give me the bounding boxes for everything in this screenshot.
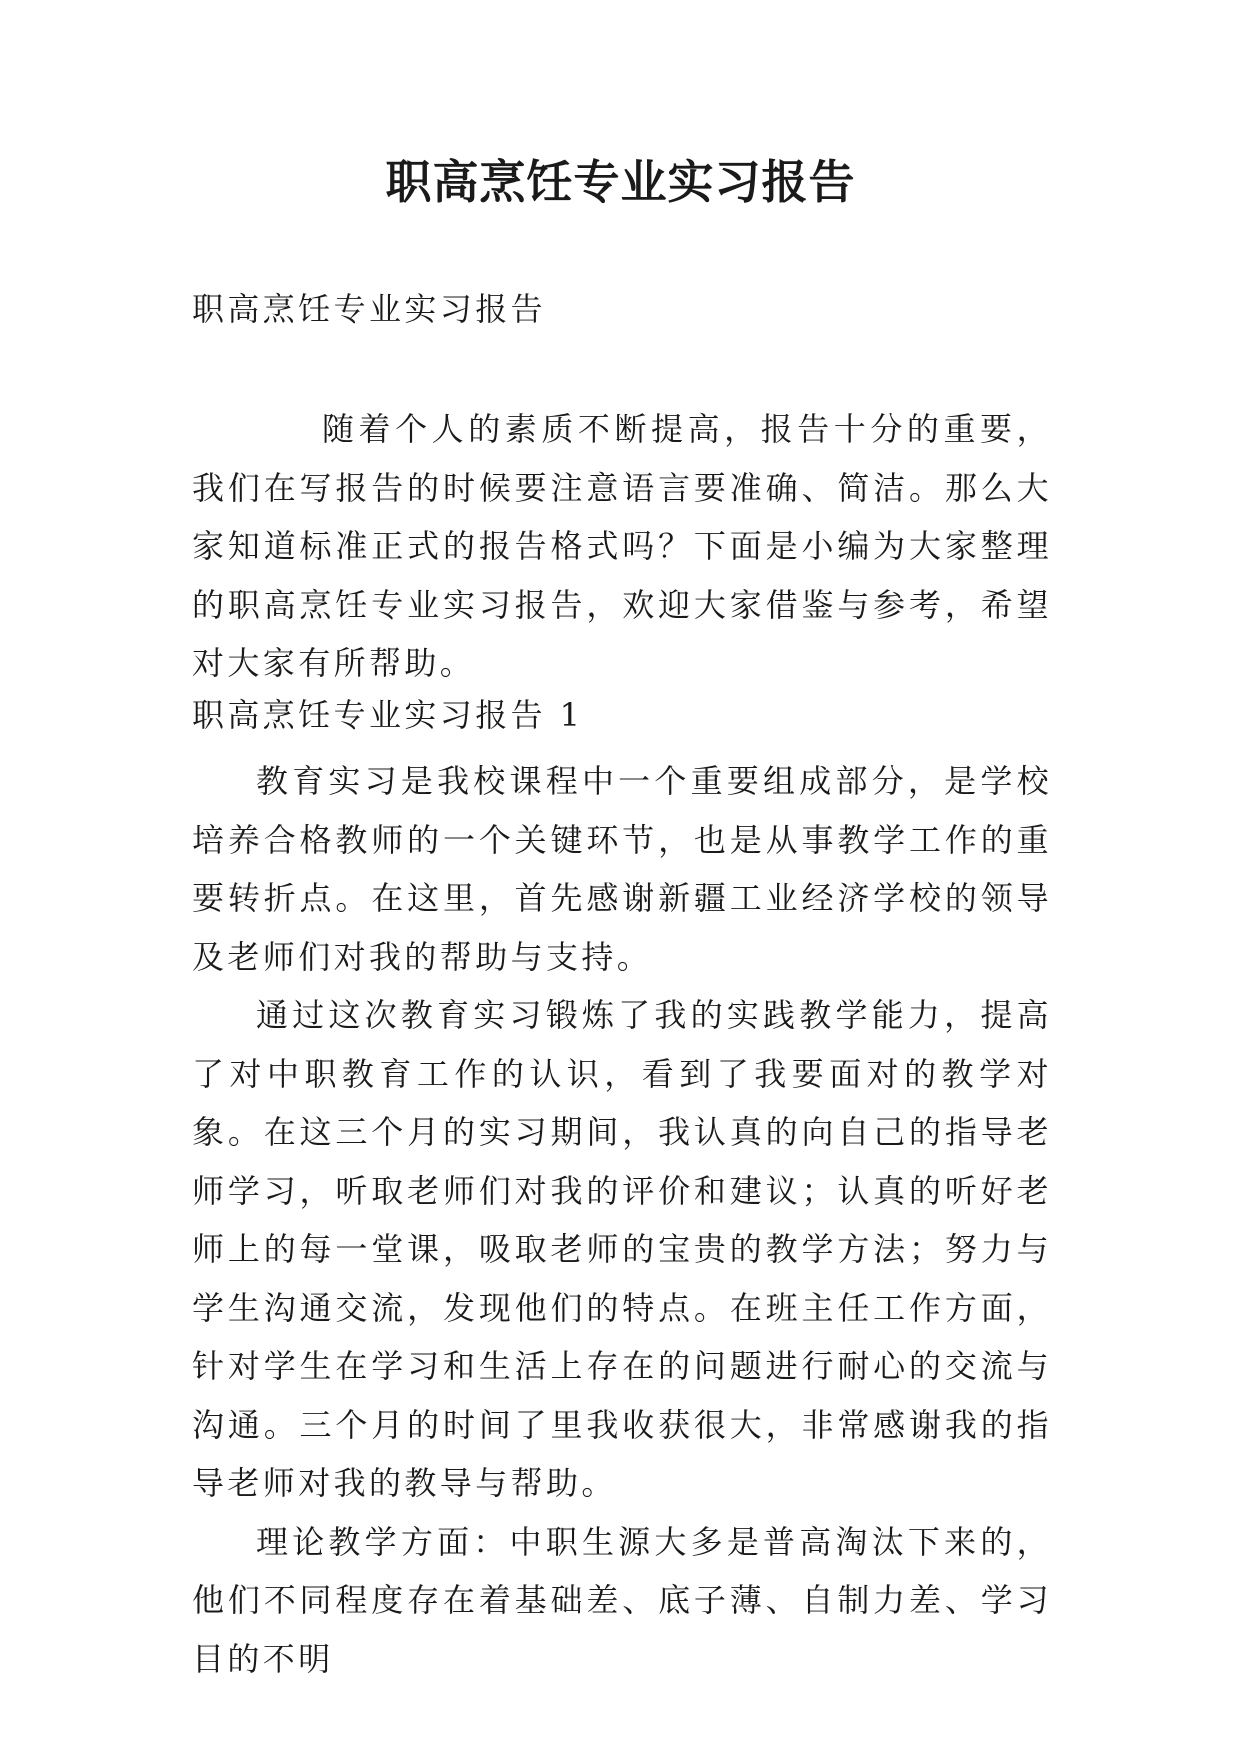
body-paragraph-3: 理论教学方面：中职生源大多是普高淘汰下来的，他们不同程度存在着基础差、底子薄、自制力差、学习目的不明 — [192, 1522, 1052, 1678]
document-title: 职高烹饪专业实习报告 — [385, 155, 856, 209]
body-paragraph-1: 教育实习是我校课程中一个重要组成部分，是学校培养合格教师的一个关键环节，也是从事教学工作的重要转折点。在这里，首先感谢新疆工业经济学校的领导及老师们对我的帮助与支持。 — [192, 762, 1052, 976]
document-subtitle: 职高烹饪专业实习报告 — [192, 290, 547, 328]
section-heading: 职高烹饪专业实习报告 1 — [192, 696, 584, 734]
body-paragraph-2: 通过这次教育实习锻炼了我的实践教学能力，提高了对中职教育工作的认识，看到了我要面对的教学对象。在这三个月的实习期间，我认真的向自己的指导老师学习，听取老师们对我的评价和建议；认真的听好老师上的每一堂课，吸取老师的宝贵的教学方法；努力与学生沟通交流，发现他们的特点。在班主任工作方面，针对学生在学习和生活上存在的问题进行耐心的交流与沟通。三个月的时间了里我收获很大，非常感谢我的指导老师对我的教导与帮助。 — [192, 996, 1052, 1502]
section-body — [192, 752, 1052, 1688]
intro-paragraph: 随着个人的素质不断提高，报告十分的重要，我们在写报告的时候要注意语言要准确、简洁。那么大家知道标准正式的报告格式吗？下面是小编为大家整理的职高烹饪专业实习报告，欢迎大家借鉴与参考，希望对大家有所帮助。 — [192, 410, 1052, 682]
